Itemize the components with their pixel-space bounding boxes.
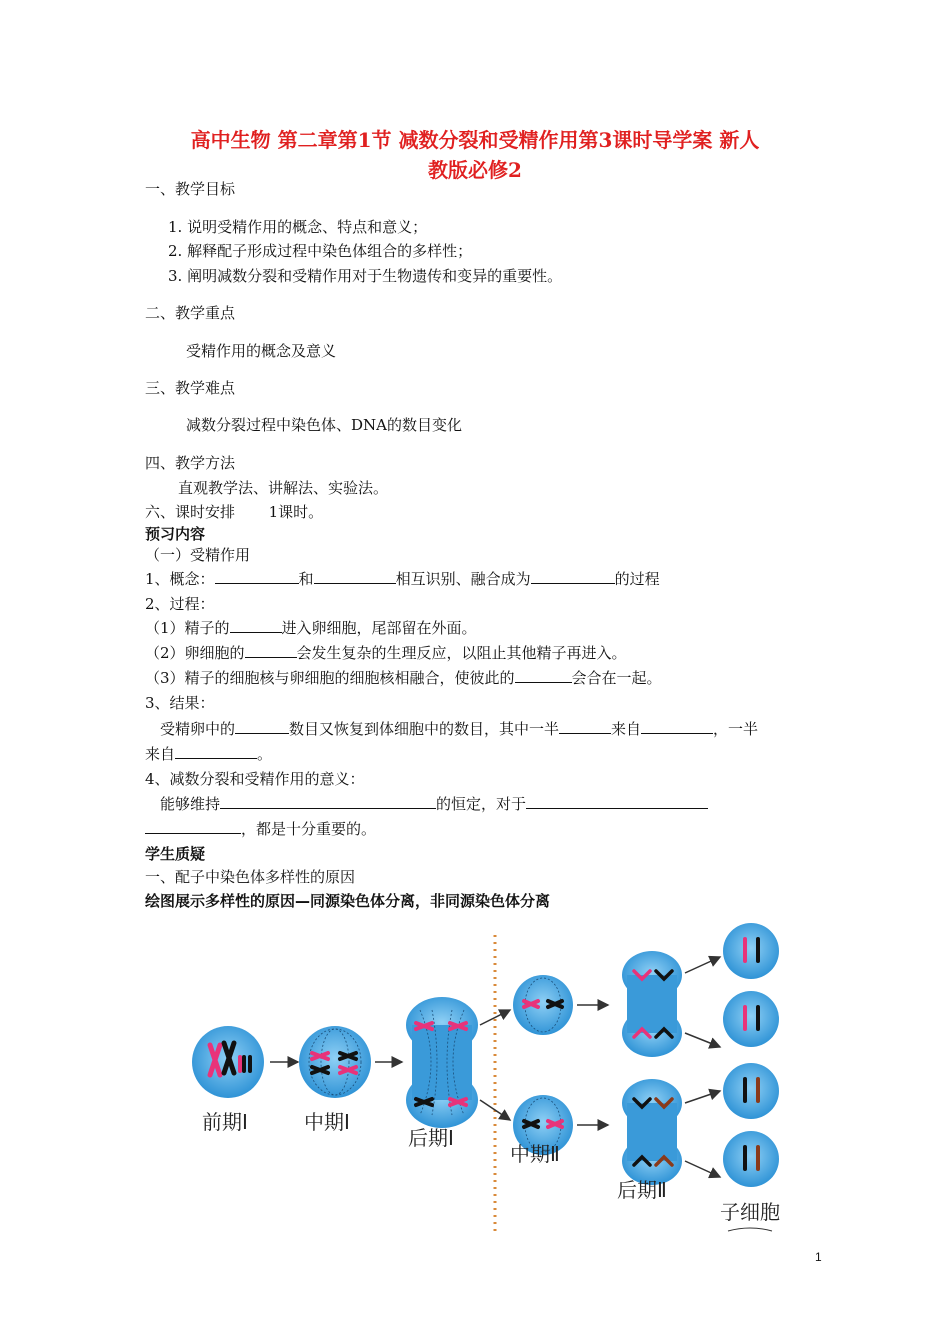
meaning-pre: 能够维持 xyxy=(160,795,221,813)
schedule-heading: 六、课时安排 xyxy=(145,503,236,521)
concept-end: 的过程 xyxy=(614,570,660,588)
document-title-line2: 教版必修2 xyxy=(428,158,522,182)
daughter-cell-4 xyxy=(723,1131,779,1187)
blank-field[interactable] xyxy=(145,819,241,834)
meaning-label: 4、减数分裂和受精作用的意义： xyxy=(145,770,365,788)
preview-sub: （一）受精作用 xyxy=(145,546,251,564)
document-title-line1: 高中生物 第二章第1节 减数分裂和受精作用第3课时导学案 新人 xyxy=(190,128,760,152)
goal-item-1: 1. 说明受精作用的概念、特点和意义； xyxy=(168,218,428,236)
step3-post: 会合在一起。 xyxy=(571,669,662,687)
concept-label: 1、概念： xyxy=(145,570,215,588)
label-prophase-1: 前期Ⅰ xyxy=(202,1110,248,1134)
step1-post: 进入卵细胞，尾部留在外面。 xyxy=(281,619,477,637)
blank-field[interactable] xyxy=(641,719,713,734)
blank-field[interactable] xyxy=(245,643,297,658)
preview-heading: 预习内容 xyxy=(145,525,206,543)
page-number: 1 xyxy=(815,1250,822,1264)
process-label: 2、过程： xyxy=(145,595,215,613)
figure-caption: 绘图展示多样性的原因—同源染色体分离，非同源染色体分离 xyxy=(145,892,551,910)
daughter-cell-1 xyxy=(723,923,779,979)
process-step-1 xyxy=(145,617,477,638)
label-anaphase-1: 后期Ⅰ xyxy=(408,1126,454,1150)
goal-item-3: 3. 阐明减数分裂和受精作用对于生物遗传和变异的重要性。 xyxy=(168,267,563,285)
step3-pre: （3）精子的细胞核与卵细胞的细胞核相融合，使彼此的 xyxy=(145,669,515,687)
methods-heading: 四、教学方法 xyxy=(145,454,236,472)
meiosis-diagram xyxy=(180,915,800,1245)
label-metaphase-2: 中期Ⅱ xyxy=(510,1142,560,1166)
result-mid2: 来自 xyxy=(611,720,642,738)
result-mid1: 数目又恢复到体细胞中的数目，其中一半 xyxy=(289,720,560,738)
arrow xyxy=(685,957,720,973)
blank-field[interactable] xyxy=(220,794,436,809)
blank-field[interactable] xyxy=(559,719,611,734)
blank-field[interactable] xyxy=(215,569,299,584)
meaning-line-1 xyxy=(160,793,708,814)
schedule-content: 1课时。 xyxy=(268,503,324,521)
daughter-cell-2 xyxy=(723,991,779,1047)
arrow xyxy=(685,1161,720,1177)
result-line-2 xyxy=(145,743,272,764)
difficulties-heading: 三、教学难点 xyxy=(145,379,236,397)
cell-anaphase-2-bottom xyxy=(622,1079,682,1185)
goals-heading: 一、教学目标 xyxy=(145,180,236,198)
label-anaphase-2: 后期Ⅱ xyxy=(617,1178,667,1202)
concept-line xyxy=(145,568,660,589)
key-points-content: 受精作用的概念及意义 xyxy=(186,342,337,360)
result-label: 3、结果： xyxy=(145,694,215,712)
difficulties-content: 减数分裂过程中染色体、DNA的数目变化 xyxy=(186,416,462,434)
concept-mid: 相互识别、融合成为 xyxy=(395,570,531,588)
blank-field[interactable] xyxy=(230,618,282,633)
blank-field[interactable] xyxy=(515,668,572,683)
blank-field[interactable] xyxy=(526,794,708,809)
label-metaphase-1: 中期Ⅰ xyxy=(304,1110,350,1134)
meaning-line2-end: ，都是十分重要的。 xyxy=(241,820,377,838)
step2-pre: （2）卵细胞的 xyxy=(145,644,245,662)
result-pre: 受精卵中的 xyxy=(160,720,236,738)
arrow xyxy=(685,1033,720,1047)
step2-post: 会发生复杂的生理反应，以阻止其他精子再进入。 xyxy=(296,644,627,662)
questions-sub: 一、配子中染色体多样性的原因 xyxy=(145,868,356,886)
meaning-line-2 xyxy=(145,818,376,839)
blank-field[interactable] xyxy=(235,719,289,734)
label-daughter-cells: 子细胞 xyxy=(720,1200,780,1224)
cell-anaphase-1 xyxy=(406,997,478,1128)
arrow xyxy=(685,1091,720,1103)
questions-heading: 学生质疑 xyxy=(145,845,206,863)
cell-metaphase-2-top xyxy=(513,975,573,1035)
meaning-mid: 的恒定，对于 xyxy=(436,795,527,813)
result-line2-end: 。 xyxy=(257,745,273,763)
blank-field[interactable] xyxy=(314,569,396,584)
cell-prophase-1 xyxy=(192,1026,264,1098)
process-step-2 xyxy=(145,642,627,663)
label-underline xyxy=(728,1228,772,1231)
blank-field[interactable] xyxy=(531,569,615,584)
goal-item-2: 2. 解释配子形成过程中染色体组合的多样性； xyxy=(168,242,473,260)
result-line2-pre: 来自 xyxy=(145,745,176,763)
cell-metaphase-1 xyxy=(299,1026,371,1098)
concept-and: 和 xyxy=(298,570,314,588)
step1-pre: （1）精子的 xyxy=(145,619,230,637)
key-points-heading: 二、教学重点 xyxy=(145,304,236,322)
blank-field[interactable] xyxy=(175,744,257,759)
process-step-3 xyxy=(145,667,662,688)
daughter-cell-3 xyxy=(723,1063,779,1119)
schedule-line xyxy=(145,501,323,522)
result-end: ，一半 xyxy=(713,720,759,738)
result-line-1 xyxy=(160,718,758,739)
methods-content: 直观教学法、讲解法、实验法。 xyxy=(178,479,389,497)
cell-anaphase-2-top xyxy=(622,951,682,1057)
